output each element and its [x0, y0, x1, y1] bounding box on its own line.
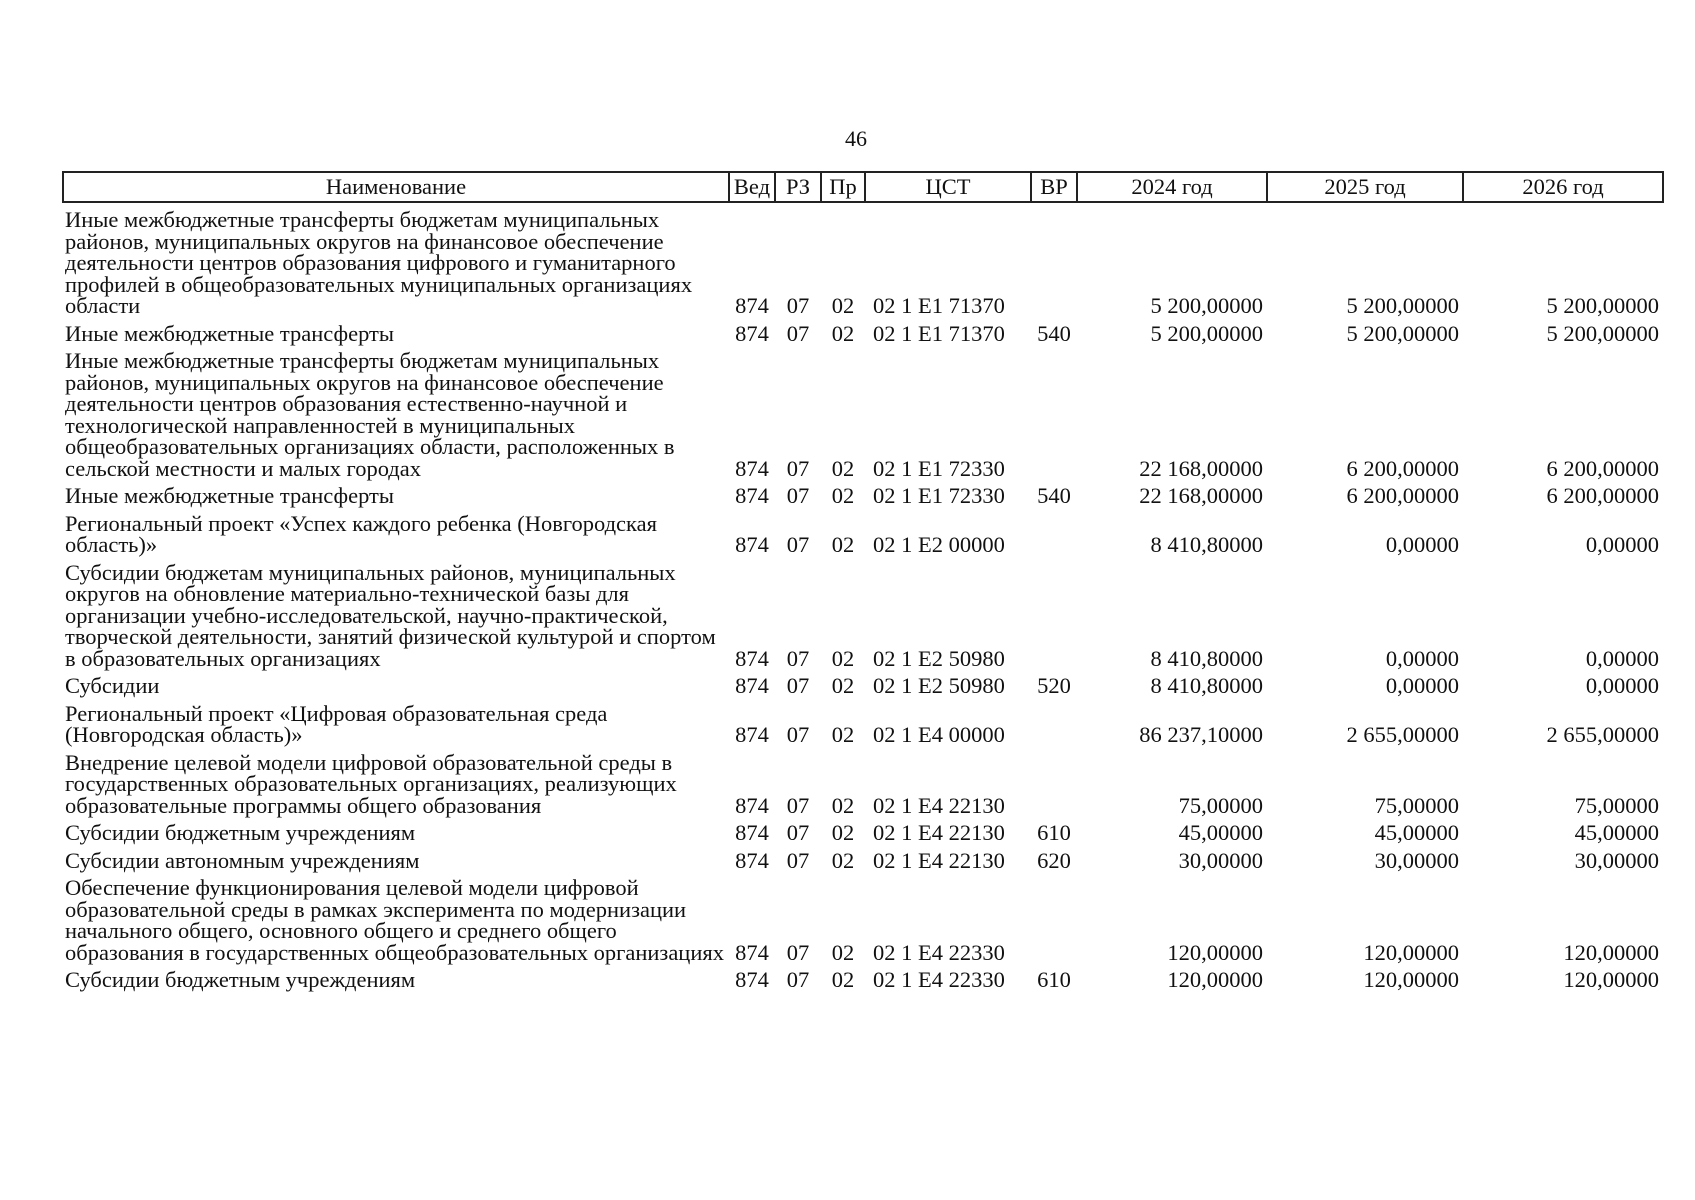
row-cst: 02 1 E1 72330	[873, 483, 1005, 508]
row-pr: 02	[831, 645, 855, 671]
table-row	[63, 844, 1663, 872]
table-row	[63, 479, 1663, 507]
table-row	[63, 344, 1663, 479]
row-vr	[1031, 556, 1077, 670]
row-amount-2025: 5 200,00000	[1346, 320, 1459, 346]
row-vr: 520	[1037, 673, 1071, 698]
table-row	[63, 556, 1663, 670]
row-ved: 874	[735, 532, 769, 557]
row-amount-2024: 5 200,00000	[1150, 293, 1263, 318]
row-amount-2025: 0,00000	[1385, 673, 1459, 698]
table-row	[63, 669, 1663, 697]
row-cst: 02 1 E4 22330	[873, 939, 1005, 965]
row-name: Иные межбюджетные трансферты бюджетам муниципальных районов, муниципальных округов на финансовое обеспечение деятельности центров образования естественно-научной и технологической направленностей в муниципальных общеобразовательных организациях области, расположенных в сельской местности и малых городах	[65, 348, 675, 481]
row-amount-2024: 30,00000	[1178, 847, 1263, 873]
row-amount-2025: 120,00000	[1363, 939, 1459, 965]
row-ved: 874	[735, 820, 769, 845]
row-amount-2026: 5 200,00000	[1546, 320, 1659, 346]
table-row	[63, 871, 1663, 963]
table-row	[63, 317, 1663, 345]
row-vr: 610	[1037, 967, 1071, 992]
row-pr: 02	[831, 483, 855, 508]
header-cst: ЦСТ	[865, 172, 1031, 202]
row-rz: 07	[786, 792, 810, 818]
page-number: 46	[845, 126, 867, 151]
row-amount-2024: 22 168,00000	[1139, 483, 1263, 508]
row-name: Региональный проект «Цифровая образовательная среда (Новгородская область)»	[65, 700, 608, 747]
row-rz: 07	[786, 967, 810, 992]
header-2024: 2024 год	[1077, 172, 1267, 202]
row-amount-2025: 30,00000	[1374, 847, 1459, 873]
row-rz: 07	[786, 722, 810, 747]
row-name: Субсидии автономным учреждениям	[65, 847, 420, 873]
table-row	[63, 202, 1663, 317]
row-amount-2024: 8 410,80000	[1150, 673, 1263, 698]
row-cst: 02 1 E4 00000	[873, 722, 1005, 747]
row-amount-2026: 0,00000	[1585, 645, 1659, 671]
row-rz: 07	[786, 939, 810, 965]
row-rz: 07	[786, 532, 810, 557]
row-pr: 02	[831, 792, 855, 818]
row-ved: 874	[735, 455, 769, 481]
table-row	[63, 697, 1663, 746]
row-amount-2024: 45,00000	[1178, 820, 1263, 845]
table-body	[63, 202, 1663, 991]
row-ved: 874	[735, 320, 769, 346]
row-amount-2025: 2 655,00000	[1346, 722, 1459, 747]
row-amount-2026: 30,00000	[1574, 847, 1659, 873]
row-rz: 07	[786, 820, 810, 845]
row-name: Субсидии бюджетным учреждениям	[65, 820, 416, 845]
row-vr	[1031, 344, 1077, 479]
row-rz: 07	[786, 483, 810, 508]
row-amount-2026: 5 200,00000	[1546, 293, 1659, 318]
budget-table	[62, 171, 1664, 991]
row-amount-2024: 75,00000	[1178, 792, 1263, 818]
row-name: Субсидии бюджетным учреждениям	[65, 967, 416, 992]
row-amount-2026: 75,00000	[1574, 792, 1659, 818]
row-amount-2025: 0,00000	[1385, 645, 1459, 671]
row-ved: 874	[735, 722, 769, 747]
row-vr: 610	[1037, 820, 1071, 845]
header-2026: 2026 год	[1463, 172, 1663, 202]
row-amount-2025: 6 200,00000	[1346, 455, 1459, 481]
row-cst: 02 1 E4 22130	[873, 820, 1005, 845]
row-name: Иные межбюджетные трансферты	[65, 483, 395, 508]
row-name: Субсидии бюджетам муниципальных районов, муниципальных округов на обновление материально-технической базы для организации учебно-исследовательской, научно-практической, творческой деятельности, занятий физической культурой и спортом в образовательных организациях	[65, 559, 716, 671]
row-vr	[1031, 697, 1077, 746]
row-amount-2024: 86 237,10000	[1139, 722, 1263, 747]
header-rz: РЗ	[775, 172, 821, 202]
row-name: Иные межбюджетные трансферты	[65, 320, 395, 346]
table-row	[63, 507, 1663, 556]
row-pr: 02	[831, 722, 855, 747]
row-amount-2025: 6 200,00000	[1346, 483, 1459, 508]
row-cst: 02 1 E4 22130	[873, 792, 1005, 818]
row-vr	[1031, 746, 1077, 817]
row-amount-2026: 6 200,00000	[1546, 483, 1659, 508]
row-amount-2024: 8 410,80000	[1150, 532, 1263, 557]
row-rz: 07	[786, 847, 810, 873]
row-cst: 02 1 E4 22130	[873, 847, 1005, 873]
row-cst: 02 1 E2 50980	[873, 645, 1005, 671]
row-amount-2024: 120,00000	[1167, 939, 1263, 965]
row-amount-2026: 2 655,00000	[1546, 722, 1659, 747]
header-vr: ВР	[1031, 172, 1077, 202]
row-ved: 874	[735, 293, 769, 318]
row-pr: 02	[831, 320, 855, 346]
row-name: Обеспечение функционирования целевой модели цифровой образовательной среды в рамках эксперимента по модернизации начального общего, основного общего и среднего общего образования в государственных общеобразовательных организациях	[65, 875, 724, 965]
row-cst: 02 1 E1 71370	[873, 320, 1005, 346]
row-name: Иные межбюджетные трансферты бюджетам муниципальных районов, муниципальных округов на финансовое обеспечение деятельности центров образования цифрового и гуманитарного профилей в общеобразовательных муниципальных организациях области	[65, 207, 693, 318]
row-pr: 02	[831, 293, 855, 318]
row-pr: 02	[831, 820, 855, 845]
row-rz: 07	[786, 455, 810, 481]
row-vr	[1031, 507, 1077, 556]
row-amount-2025: 45,00000	[1374, 820, 1459, 845]
row-amount-2024: 5 200,00000	[1150, 320, 1263, 346]
row-cst: 02 1 E4 22330	[873, 967, 1005, 992]
header-name: Наименование	[63, 172, 729, 202]
row-cst: 02 1 E2 50980	[873, 673, 1005, 698]
row-rz: 07	[786, 293, 810, 318]
row-amount-2026: 120,00000	[1563, 939, 1659, 965]
row-amount-2026: 45,00000	[1574, 820, 1659, 845]
row-amount-2026: 0,00000	[1585, 673, 1659, 698]
row-amount-2024: 120,00000	[1167, 967, 1263, 992]
row-pr: 02	[831, 673, 855, 698]
row-cst: 02 1 E1 72330	[873, 455, 1005, 481]
row-ved: 874	[735, 792, 769, 818]
row-pr: 02	[831, 967, 855, 992]
row-vr: 540	[1037, 483, 1071, 508]
row-rz: 07	[786, 645, 810, 671]
row-pr: 02	[831, 455, 855, 481]
header-ved: Вед	[729, 172, 775, 202]
row-rz: 07	[786, 320, 810, 346]
row-rz: 07	[786, 673, 810, 698]
table-header	[63, 172, 1663, 202]
header-row	[63, 172, 1663, 202]
row-ved: 874	[735, 673, 769, 698]
row-amount-2024: 8 410,80000	[1150, 645, 1263, 671]
row-amount-2025: 0,00000	[1385, 532, 1459, 557]
row-amount-2025: 120,00000	[1363, 967, 1459, 992]
row-amount-2026: 6 200,00000	[1546, 455, 1659, 481]
row-pr: 02	[831, 532, 855, 557]
row-vr: 540	[1037, 320, 1071, 346]
row-name: Субсидии	[65, 673, 160, 698]
row-ved: 874	[735, 483, 769, 508]
row-name: Внедрение целевой модели цифровой образовательной среды в государственных образовательных организациях, реализующих образовательные программы общего образования	[65, 749, 677, 818]
row-cst: 02 1 E2 00000	[873, 532, 1005, 557]
row-cst: 02 1 E1 71370	[873, 293, 1005, 318]
row-pr: 02	[831, 939, 855, 965]
row-ved: 874	[735, 939, 769, 965]
row-name: Региональный проект «Успех каждого ребенка (Новгородская область)»	[65, 510, 657, 557]
table-row	[63, 963, 1663, 991]
row-pr: 02	[831, 847, 855, 873]
row-amount-2024: 22 168,00000	[1139, 455, 1263, 481]
table-row	[63, 746, 1663, 817]
table-row	[63, 816, 1663, 844]
header-pr: Пр	[821, 172, 865, 202]
row-ved: 874	[735, 645, 769, 671]
row-amount-2026: 120,00000	[1563, 967, 1659, 992]
row-ved: 874	[735, 967, 769, 992]
row-ved: 874	[735, 847, 769, 873]
row-amount-2026: 0,00000	[1585, 532, 1659, 557]
row-vr	[1031, 871, 1077, 963]
row-amount-2025: 5 200,00000	[1346, 293, 1459, 318]
row-vr	[1031, 202, 1077, 317]
row-vr: 620	[1037, 847, 1071, 873]
header-2025: 2025 год	[1267, 172, 1463, 202]
row-amount-2025: 75,00000	[1374, 792, 1459, 818]
